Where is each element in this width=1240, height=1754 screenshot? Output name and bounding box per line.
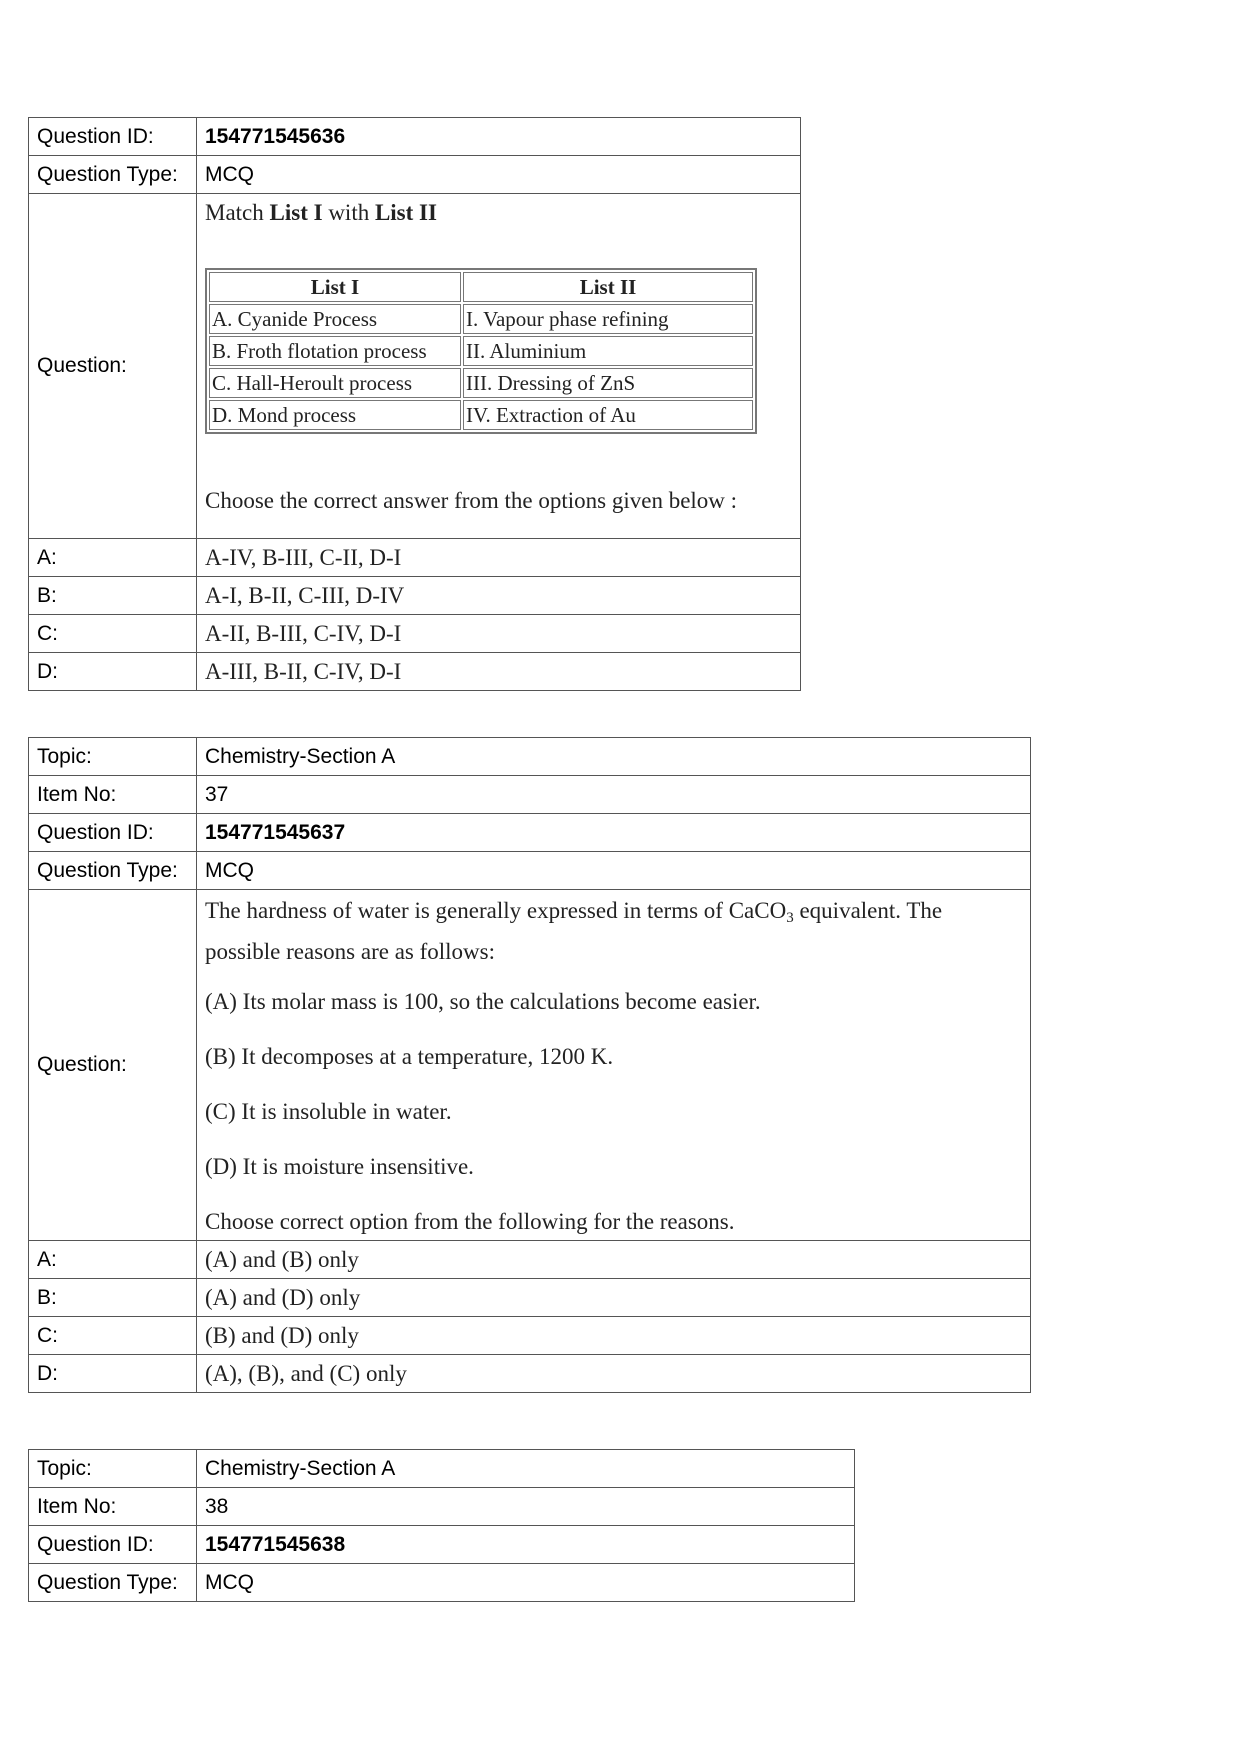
topic-label: Topic: bbox=[29, 1450, 197, 1488]
question-id-row bbox=[29, 1526, 855, 1564]
question-id-label: Question ID: bbox=[29, 1526, 197, 1564]
match-list-row bbox=[209, 304, 753, 334]
topic-row bbox=[29, 1450, 855, 1488]
instruction-text: Choose correct option from the following for the reasons. bbox=[205, 1209, 735, 1234]
topic-value: Chemistry-Section A bbox=[197, 1450, 855, 1488]
reason-item: (A) Its molar mass is 100, so the calculations become easier. bbox=[205, 989, 761, 1014]
list1-header: List I bbox=[209, 272, 461, 302]
question-table-38 bbox=[28, 1449, 855, 1602]
option-row bbox=[29, 1241, 1031, 1279]
question-block-36 bbox=[28, 117, 801, 691]
question-id-row bbox=[29, 814, 1031, 852]
question-type-value: MCQ bbox=[197, 156, 801, 194]
question-row bbox=[29, 890, 1031, 1241]
instruction-text: Choose the correct answer from the options given below : bbox=[205, 488, 738, 513]
option-row bbox=[29, 653, 801, 691]
stem-part1: The hardness of water is generally expressed in terms of CaCO bbox=[205, 898, 787, 923]
option-label: B: bbox=[29, 577, 197, 615]
item-no-row bbox=[29, 776, 1031, 814]
question-type-label: Question Type: bbox=[29, 156, 197, 194]
option-text: A-I, B-II, C-III, D-IV bbox=[197, 577, 801, 615]
list2-item: III. Dressing of ZnS bbox=[463, 368, 753, 398]
question-id-row bbox=[29, 118, 801, 156]
list1-item: A. Cyanide Process bbox=[209, 304, 461, 334]
reason-item: (C) It is insoluble in water. bbox=[205, 1099, 452, 1124]
question-block-37 bbox=[28, 737, 1031, 1393]
option-label: D: bbox=[29, 1355, 197, 1393]
list2-header: List II bbox=[463, 272, 753, 302]
intro-list2: List II bbox=[374, 200, 437, 225]
list2-item: I. Vapour phase refining bbox=[463, 304, 753, 334]
option-row bbox=[29, 539, 801, 577]
match-list-row bbox=[209, 368, 753, 398]
match-list-table bbox=[205, 268, 757, 434]
question-id-value: 154771545636 bbox=[197, 118, 801, 156]
item-no-label: Item No: bbox=[29, 776, 197, 814]
item-no-row bbox=[29, 1488, 855, 1526]
topic-row bbox=[29, 738, 1031, 776]
question-type-row bbox=[29, 1564, 855, 1602]
option-text: (A), (B), and (C) only bbox=[197, 1355, 1031, 1393]
question-type-label: Question Type: bbox=[29, 1564, 197, 1602]
question-table-37 bbox=[28, 737, 1031, 1393]
item-no-label: Item No: bbox=[29, 1488, 197, 1526]
list2-item: IV. Extraction of Au bbox=[463, 400, 753, 430]
option-text: (A) and (D) only bbox=[197, 1279, 1031, 1317]
option-label: A: bbox=[29, 1241, 197, 1279]
topic-label: Topic: bbox=[29, 738, 197, 776]
match-intro bbox=[205, 196, 792, 230]
option-text: A-II, B-III, C-IV, D-I bbox=[197, 615, 801, 653]
question-id-label: Question ID: bbox=[29, 118, 197, 156]
option-label: A: bbox=[29, 539, 197, 577]
question-type-label: Question Type: bbox=[29, 852, 197, 890]
option-row bbox=[29, 615, 801, 653]
question-block-38 bbox=[28, 1449, 855, 1602]
match-list-row bbox=[209, 336, 753, 366]
option-row bbox=[29, 577, 801, 615]
match-list-row bbox=[209, 400, 753, 430]
question-type-row bbox=[29, 852, 1031, 890]
question-id-value: 154771545637 bbox=[197, 814, 1031, 852]
intro-mid: with bbox=[322, 200, 375, 225]
option-text: (A) and (B) only bbox=[197, 1241, 1031, 1279]
list1-item: B. Froth flotation process bbox=[209, 336, 461, 366]
intro-prefix: Match bbox=[205, 200, 270, 225]
option-text: A-III, B-II, C-IV, D-I bbox=[197, 653, 801, 691]
question-id-value: 154771545638 bbox=[197, 1526, 855, 1564]
option-label: D: bbox=[29, 653, 197, 691]
intro-list1: List I bbox=[269, 200, 323, 225]
reason-item: (D) It is moisture insensitive. bbox=[205, 1154, 474, 1179]
topic-value: Chemistry-Section A bbox=[197, 738, 1031, 776]
option-text: (B) and (D) only bbox=[197, 1317, 1031, 1355]
question-label: Question: bbox=[29, 194, 197, 539]
stem-part2: equivalent. The possible reasons are as follows: bbox=[205, 898, 943, 964]
reason-item: (B) It decomposes at a temperature, 1200 K. bbox=[205, 1044, 614, 1069]
option-label: C: bbox=[29, 1317, 197, 1355]
question-stem bbox=[205, 894, 1022, 969]
option-label: B: bbox=[29, 1279, 197, 1317]
question-type-row bbox=[29, 156, 801, 194]
option-label: C: bbox=[29, 615, 197, 653]
question-row bbox=[29, 194, 801, 539]
item-no-value: 38 bbox=[197, 1488, 855, 1526]
option-text: A-IV, B-III, C-II, D-I bbox=[197, 539, 801, 577]
option-row bbox=[29, 1317, 1031, 1355]
item-no-value: 37 bbox=[197, 776, 1031, 814]
question-table-36 bbox=[28, 117, 801, 691]
question-type-value: MCQ bbox=[197, 852, 1031, 890]
list2-item: II. Aluminium bbox=[463, 336, 753, 366]
list1-item: C. Hall-Heroult process bbox=[209, 368, 461, 398]
stem-subscript: 3 bbox=[786, 910, 794, 926]
option-row bbox=[29, 1355, 1031, 1393]
question-content bbox=[197, 194, 801, 539]
question-type-value: MCQ bbox=[197, 1564, 855, 1602]
list1-item: D. Mond process bbox=[209, 400, 461, 430]
match-list-header bbox=[209, 272, 753, 302]
question-content bbox=[197, 890, 1031, 1241]
question-id-label: Question ID: bbox=[29, 814, 197, 852]
option-row bbox=[29, 1279, 1031, 1317]
question-label: Question: bbox=[29, 890, 197, 1241]
